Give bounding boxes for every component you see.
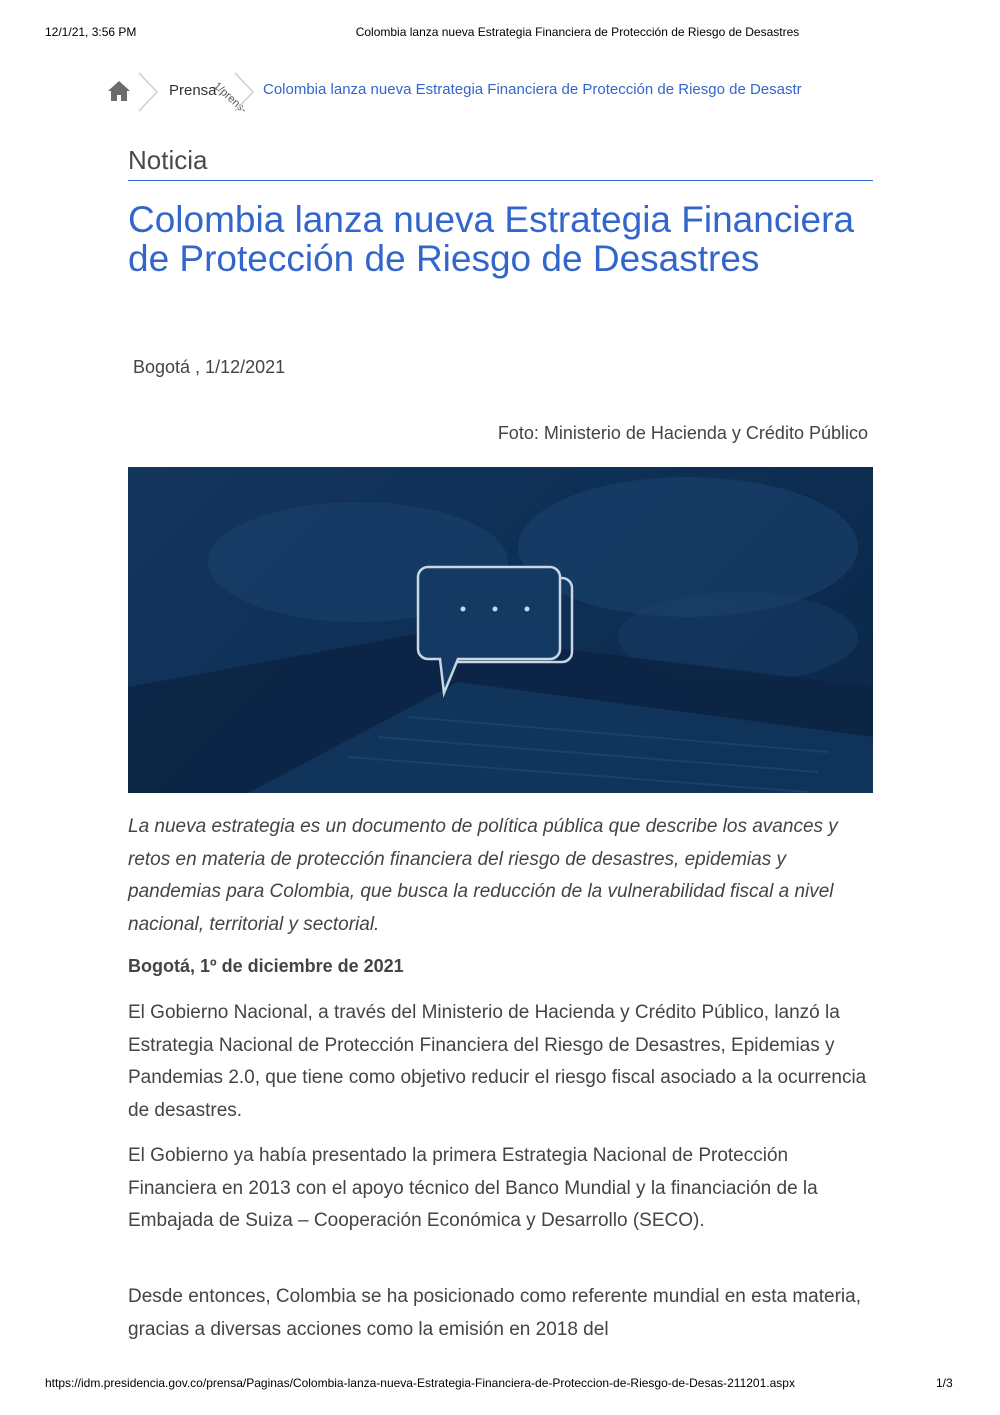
body-dateline: Bogotá, 1º de diciembre de 2021 [128,956,404,976]
home-icon[interactable] [107,80,131,102]
article-paragraph: Desde entonces, Colombia se ha posicionado como referente mundial en esta materia, gracias a diversas acciones como la emisión en 2018 del [128,1286,861,1340]
breadcrumb-url-fragment: 1/prens- [210,80,249,116]
print-url: https://idm.presidencia.gov.co/prensa/Paginas/Colombia-lanza-nueva-Estrategia-Financiera-de-Proteccion-de-Riesgo-de-Desas-211201.aspx [45,1376,795,1390]
print-page-number: 1/3 [936,1376,953,1390]
section-label: Noticia [128,145,873,181]
print-title: Colombia lanza nueva Estrategia Financiera de Protección de Riesgo de Desastres [355,25,800,39]
chevron-right-icon [137,72,159,112]
article-headline: Colombia lanza nueva Estrategia Financiera de Protección de Riesgo de Desastres [128,199,855,279]
breadcrumb-item-current[interactable]: Colombia lanza nueva Estrategia Financiera de Protección de Riesgo de Desastr [263,81,802,98]
article-dateline: Bogotá , 1/12/2021 [133,357,286,377]
article-paragraph: El Gobierno Nacional, a través del Ministerio de Hacienda y Crédito Público, lanzó la Estrategia Nacional de Protección Financiera del Riesgo de Desastres, Epidemias y Pandemias 2.0, que tiene como objetivo reducir el riesgo fiscal asociado a la ocurrencia de desastres. [128,1002,867,1121]
article-lead: La nueva estrategia es un documento de política pública que describe los avances y retos en materia de protección financiera del riesgo de desastres, epidemias y pandemias para Colombia, que busca la reducción de la vulnerabilidad fiscal a nivel nacional, territorial y sectorial. [128,816,838,935]
article-paragraph: El Gobierno ya había presentado la primera Estrategia Nacional de Protección Financiera en 2013 con el apoyo técnico del Banco Mundial y la financiación de la Embajada de Suiza – Cooperación Económica y Desarrollo (SECO). [128,1145,818,1231]
breadcrumb-item-prensa[interactable]: Prensa [169,82,217,99]
print-timestamp: 12/1/21, 3:56 PM [45,25,137,39]
photo-credit: Foto: Ministerio de Hacienda y Crédito Público [497,423,868,443]
article-hero-image [128,467,873,793]
breadcrumb [107,72,907,116]
chevron-right-icon [233,72,255,112]
